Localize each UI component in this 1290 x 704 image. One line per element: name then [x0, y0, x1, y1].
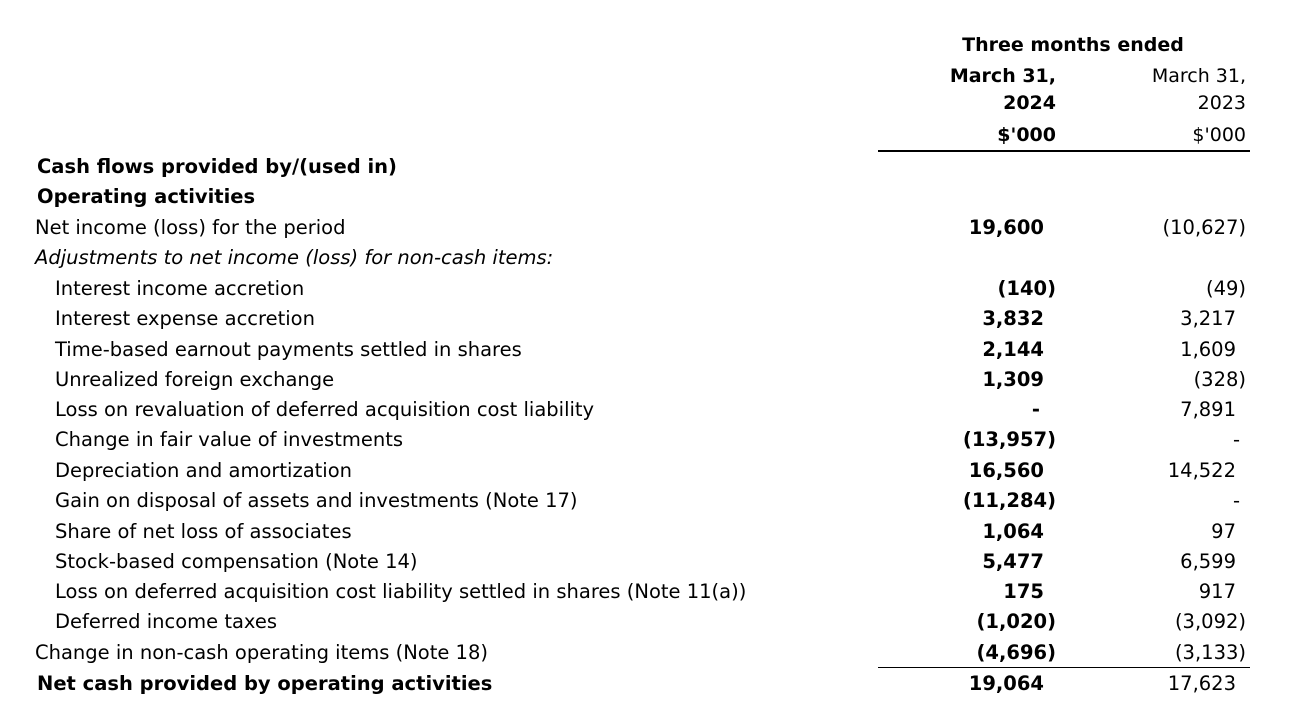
row-label: Adjustments to net income (loss) for non-cash items:: [35, 246, 554, 269]
row-change-fair-value: [0, 425, 1290, 455]
row-label: Cash flows provided by/(used in): [37, 155, 397, 178]
value-2023: 1,609: [1180, 338, 1236, 361]
value-2023: (49): [1205, 277, 1246, 300]
value-2024: 3,832: [982, 307, 1044, 330]
value-2023: 917: [1198, 580, 1236, 603]
value-2023: -: [1232, 428, 1240, 451]
value-2023: 3,217: [1180, 307, 1236, 330]
value-2024: -: [1031, 398, 1040, 421]
row-loss-on-revaluation: [0, 395, 1290, 425]
value-2024: 175: [1003, 580, 1044, 603]
row-label: Change in non-cash operating items (Note 18): [35, 641, 488, 664]
row-adjustments-heading: [0, 243, 1290, 273]
row-label: Gain on disposal of assets and investments (Note 17): [55, 489, 578, 512]
row-depreciation: [0, 456, 1290, 486]
value-2023: -: [1232, 489, 1240, 512]
row-label: Operating activities: [37, 185, 256, 208]
row-label: Net cash provided by operating activities: [37, 672, 493, 695]
value-2023: (3,092): [1174, 610, 1246, 633]
value-2023: 14,522: [1167, 459, 1236, 482]
value-2024: 2,144: [982, 338, 1044, 361]
row-label: Net income (loss) for the period: [35, 216, 346, 239]
row-label: Time-based earnout payments settled in shares: [55, 338, 522, 361]
value-2024: 1,064: [982, 520, 1044, 543]
row-gain-on-disposal: [0, 486, 1290, 516]
value-2023: (328): [1193, 368, 1246, 391]
row-label: Depreciation and amortization: [55, 459, 352, 482]
column-2023-date: March 31,: [1151, 65, 1246, 87]
subtotal-underline: [878, 667, 1250, 668]
row-label: Interest income accretion: [55, 277, 305, 300]
value-2024: (13,957): [962, 428, 1056, 451]
row-interest-income-accretion: [0, 274, 1290, 304]
value-2024: 16,560: [968, 459, 1044, 482]
value-2024: (140): [997, 277, 1056, 300]
row-operating-activities-heading: [0, 182, 1290, 212]
value-2023: 17,623: [1167, 672, 1236, 695]
value-2024: (11,284): [962, 489, 1056, 512]
value-2024: 19,064: [968, 672, 1044, 695]
row-share-of-net-loss: [0, 517, 1290, 547]
column-2024-unit: $'000: [997, 124, 1056, 146]
row-net-cash-operating: [0, 669, 1290, 699]
column-2024-date: March 31,: [949, 65, 1056, 87]
value-2023: (10,627): [1162, 216, 1246, 239]
value-2023: 6,599: [1180, 550, 1236, 573]
value-2023: 7,891: [1180, 398, 1236, 421]
column-2023-year: 2023: [1197, 92, 1246, 114]
row-stock-based-comp: [0, 547, 1290, 577]
row-deferred-income-taxes: [0, 607, 1290, 637]
row-label: Change in fair value of investments: [55, 428, 404, 451]
value-2024: (4,696): [976, 641, 1056, 664]
row-net-income: [0, 213, 1290, 243]
column-2023-unit: $'000: [1192, 124, 1246, 146]
row-label: Stock-based compensation (Note 14): [55, 550, 418, 573]
row-label: Deferred income taxes: [55, 610, 278, 633]
row-interest-expense-accretion: [0, 304, 1290, 334]
row-change-non-cash: [0, 638, 1290, 668]
value-2023: 97: [1211, 520, 1236, 543]
column-2024-year: 2024: [1003, 92, 1056, 114]
row-unrealized-fx: [0, 365, 1290, 395]
value-2024: (1,020): [976, 610, 1056, 633]
row-cash-flows-heading: [0, 152, 1290, 182]
value-2024: 19,600: [968, 216, 1044, 239]
row-label: Interest expense accretion: [55, 307, 315, 330]
row-loss-deferred-acquisition: [0, 577, 1290, 607]
value-2023: (3,133): [1174, 641, 1246, 664]
value-2024: 1,309: [982, 368, 1044, 391]
row-label: Share of net loss of associates: [55, 520, 352, 543]
row-time-based-earnout: [0, 335, 1290, 365]
period-title: Three months ended: [962, 34, 1184, 56]
row-label: Loss on deferred acquisition cost liability settled in shares (Note 11(a)): [55, 580, 747, 603]
row-label: Unrealized foreign exchange: [55, 368, 335, 391]
row-label: Loss on revaluation of deferred acquisition cost liability: [55, 398, 595, 421]
value-2024: 5,477: [982, 550, 1044, 573]
